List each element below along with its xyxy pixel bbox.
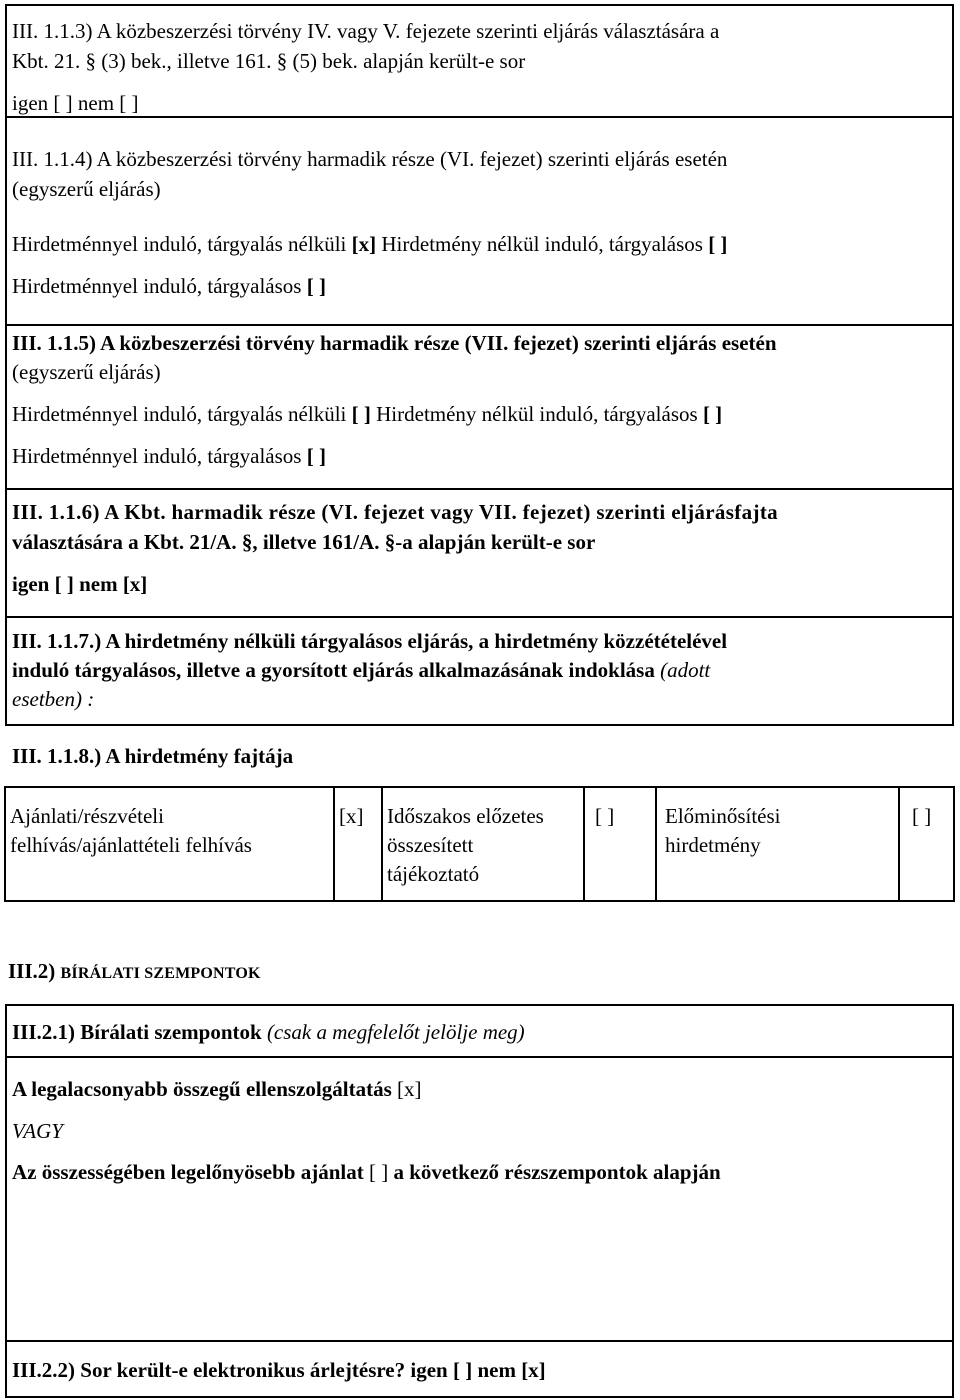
s322-electronic-auction: III.2.2) Sor került-e elektronikus árlejtésre? igen [ ] nem [x] [12,1358,546,1382]
notice-type-cell [6,788,333,900]
notice-type-checkbox-cell[interactable] [333,788,381,900]
divider [7,116,952,118]
s114-options-row1 [12,230,727,258]
divider [7,324,952,326]
s117-line3: esetben) : [12,687,95,711]
notice-type-label: Ajánlati/részvételi felhívás/ajánlattételi felhívás [10,804,252,857]
s116-answer: igen [ ] nem [x] [12,572,148,596]
notice-type-cell [381,788,583,900]
s114-checkbox1[interactable]: [x] [351,232,377,256]
s321-title: III.2.1) Bírálati szempontok [12,1020,262,1044]
notice-type-label: Előminősítési hirdetmény [665,804,781,857]
s113-line1: III. 1.1.3) A közbeszerzési törvény IV. vagy V. fejezete szerinti eljárás választására a [12,19,720,43]
s114-checkbox2[interactable]: [ ] [708,232,728,256]
s114-line1: III. 1.1.4) A közbeszerzési törvény harmadik része (VI. fejezet) szerinti eljárás esetén [12,147,728,171]
s321-option2-row [12,1158,721,1186]
s321-option2-checkbox[interactable]: [ ] [368,1160,389,1184]
s115-option2: Hirdetmény nélkül induló, tárgyalásos [370,402,703,426]
s114-options-row2 [12,272,326,300]
s115-checkbox3[interactable]: [ ] [306,444,326,468]
s117-line1: III. 1.1.7.) A hirdetmény nélküli tárgyalásos eljárás, a hirdetmény közzétételével [12,629,728,653]
notice-type-checkbox[interactable]: [x] [339,804,364,828]
s113-answer: igen [ ] nem [ ] [12,91,139,115]
s114-line2: (egyszerű eljárás) [12,177,161,201]
s116-line2: választására a Kbt. 21/A. §, illetve 161/A. §-a alapján került-e sor [12,530,596,554]
notice-type-cell [655,788,898,900]
s321-option1-row [12,1075,422,1103]
s321-option1-checkbox[interactable]: [x] [391,1077,422,1101]
s117-line2-italic: (adott [654,658,711,682]
s321-option1: A legalacsonyabb összegű ellenszolgáltatás [12,1077,392,1101]
divider [7,1340,952,1342]
s321-title-italic: (csak a megfelelőt jelölje meg) [261,1020,525,1044]
s321-option2-suffix: a következő részszempontok alapján [388,1160,721,1184]
award-criteria-heading: III.2) BÍRÁLATI SZEMPONTOK [8,959,261,983]
s115-option1: Hirdetménnyel induló, tárgyalás nélküli [12,402,352,426]
award-criteria-box [5,1004,954,1398]
s115-line1: III. 1.1.5) A közbeszerzési törvény harmadik része (VII. fejezet) szerinti eljárás esetén [12,331,777,355]
s114-option1: Hirdetménnyel induló, tárgyalás nélküli [12,232,352,256]
divider [7,1056,952,1058]
s114-option2: Hirdetmény nélkül induló, tárgyalásos [376,232,709,256]
notice-type-checkbox[interactable]: [ ] [595,804,615,828]
s115-options-row1 [12,400,722,428]
s117-line2: induló tárgyalásos, illetve a gyorsított eljárás alkalmazásának indoklása [12,658,655,682]
divider [7,616,952,618]
notice-type-checkbox[interactable]: [ ] [912,804,932,828]
s115-options-row2 [12,442,326,470]
notice-type-table [4,786,955,902]
s113-line2: Kbt. 21. § (3) bek., illetve 161. § (5) bek. alapján került-e sor [12,49,526,73]
s321-or: VAGY [12,1119,63,1143]
s321-option2: Az összességében legelőnyösebb ajánlat [12,1160,369,1184]
notice-type-checkbox-cell[interactable] [898,788,953,900]
s114-option3: Hirdetménnyel induló, tárgyalásos [12,274,307,298]
s114-checkbox3[interactable]: [ ] [306,274,326,298]
s321-title-row [12,1018,525,1046]
s115-checkbox1[interactable]: [ ] [351,402,371,426]
s115-line2: (egyszerű eljárás) [12,360,161,384]
divider [7,488,952,490]
s115-checkbox2[interactable]: [ ] [702,402,723,426]
s115-option3: Hirdetménnyel induló, tárgyalásos [12,444,307,468]
s118-title: III. 1.1.8.) A hirdetmény fajtája [12,744,294,768]
s117-line2-row [12,656,710,684]
notice-type-checkbox-cell[interactable] [583,788,655,900]
notice-type-label: Időszakos előzetes összesített tájékoztató [387,804,544,886]
s116-line1: III. 1.1.6) A Kbt. harmadik része (VI. fejezet vagy VII. fejezet) szerinti eljárásfajta [12,500,779,524]
